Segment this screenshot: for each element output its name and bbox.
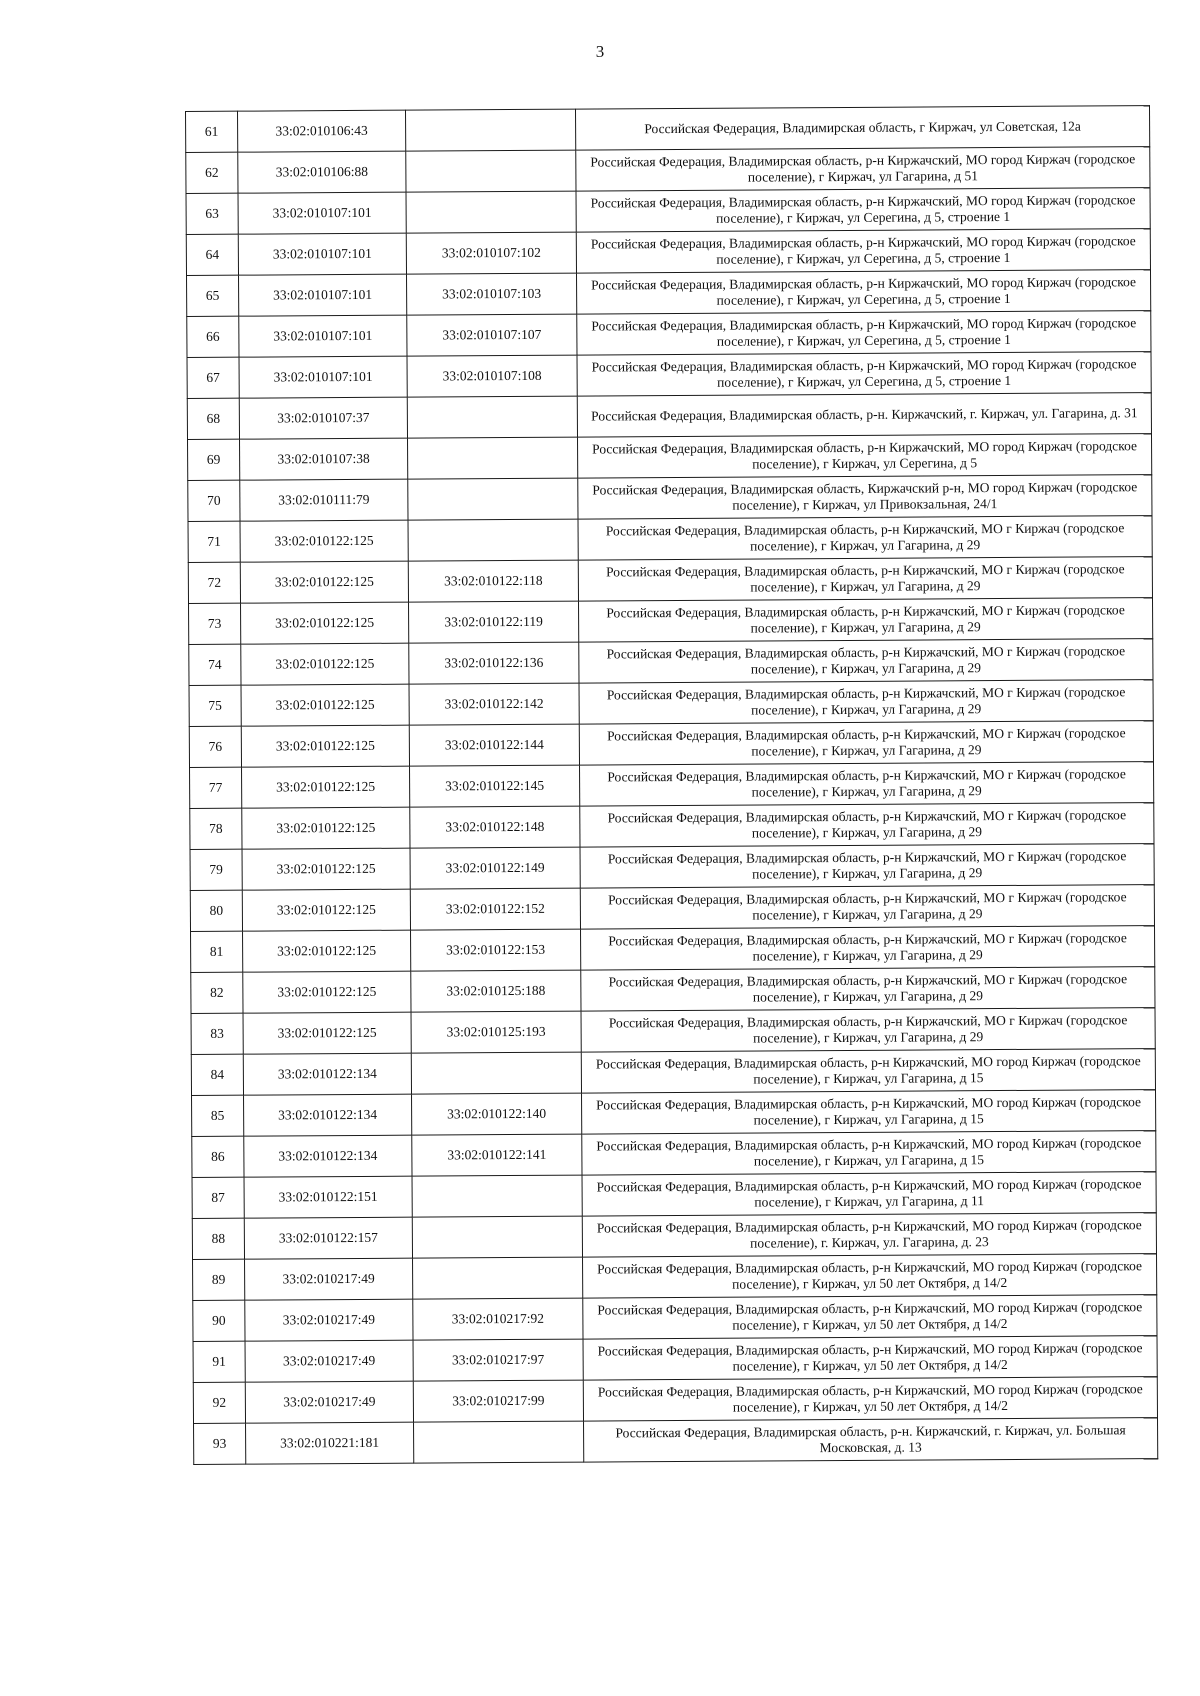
table-row: [186, 147, 1150, 194]
sub-object-number-cell: 33:02:010122:153: [411, 929, 581, 971]
address-cell: Российская Федерация, Владимирская область, р-н Киржачский, МО г Киржач (городское поселение), г Киржач, ул Гагарина, д 29: [580, 844, 1154, 889]
table-row: [190, 762, 1154, 809]
row-number-cell: 61: [186, 111, 238, 152]
address-cell: Российская Федерация, Владимирская область, р-н Киржачский, МО город Киржач (городское поселение), г Киржач, ул Серегина, д 5, строение 1: [576, 188, 1150, 233]
table-row: [189, 721, 1153, 768]
sub-object-number-cell: 33:02:010122:148: [410, 806, 580, 848]
address-cell: Российская Федерация, Владимирская область, р-н Киржачский, МО г Киржач (городское поселение), г Киржач, ул Гагарина, д 29: [579, 639, 1153, 684]
row-number-cell: 80: [190, 890, 242, 931]
cadastral-number-cell: 33:02:010122:125: [241, 725, 409, 767]
address-cell: Российская Федерация, Владимирская область, р-н Киржачский, МО г Киржач (городское поселение), г Киржач, ул Гагарина, д 29: [578, 516, 1152, 561]
sub-object-number-cell: 33:02:010122:140: [412, 1093, 582, 1135]
table-row: [190, 844, 1154, 891]
cadastral-number-cell: 33:02:010122:134: [244, 1094, 412, 1136]
cadastral-number-cell: 33:02:010122:125: [242, 848, 410, 890]
sub-object-number-cell: 33:02:010107:103: [407, 273, 577, 315]
sub-object-number-cell: [408, 478, 578, 520]
table-row: [188, 516, 1152, 563]
cadastral-number-cell: 33:02:010217:49: [245, 1299, 413, 1341]
table-row: [194, 1418, 1158, 1465]
table-row: [193, 1336, 1157, 1383]
address-cell: Российская Федерация, Владимирская область, р-н Киржачский, МО город Киржач (городское поселение), г Киржач, ул Гагарина, д 15: [582, 1131, 1156, 1176]
sub-object-number-cell: 33:02:010217:92: [413, 1298, 583, 1340]
address-cell: Российская Федерация, Владимирская область, р-н Киржачский, МО город Киржач (городское поселение), г Киржач, ул 50 лет Октября, д 14/2: [583, 1377, 1157, 1422]
cadastral-number-cell: 33:02:010107:101: [239, 274, 407, 316]
table-row: [186, 188, 1150, 235]
row-number-cell: 86: [192, 1136, 244, 1177]
cadastral-number-cell: 33:02:010122:125: [242, 766, 410, 808]
cadastral-number-cell: 33:02:010122:125: [241, 602, 409, 644]
sub-object-number-cell: 33:02:010107:108: [407, 355, 577, 397]
cadastral-number-cell: 33:02:010217:49: [245, 1340, 413, 1382]
table-row: [189, 639, 1153, 686]
row-number-cell: 81: [191, 931, 243, 972]
sub-object-number-cell: 33:02:010122:152: [410, 888, 580, 930]
sub-object-number-cell: [406, 150, 576, 192]
table-row: [191, 926, 1155, 973]
table-row: [187, 270, 1151, 317]
row-number-cell: 76: [189, 726, 241, 767]
cadastral-number-cell: 33:02:010122:125: [243, 971, 411, 1013]
table-row: [191, 1049, 1155, 1096]
address-cell: Российская Федерация, Владимирская область, р-н Киржачский, МО город Киржач (городское поселение), г Киржач, ул Серегина, д 5, строение 1: [577, 311, 1151, 356]
cadastral-number-cell: 33:02:010122:134: [244, 1135, 412, 1177]
sub-object-number-cell: 33:02:010122:145: [410, 765, 580, 807]
sub-object-number-cell: [407, 396, 577, 438]
table-row: [188, 475, 1152, 522]
row-number-cell: 62: [186, 152, 238, 193]
sub-object-number-cell: 33:02:010122:144: [409, 724, 579, 766]
table-row: [188, 434, 1152, 481]
row-number-cell: 70: [188, 480, 240, 521]
table-row: [191, 1008, 1155, 1055]
row-number-cell: 64: [186, 234, 238, 275]
table-row: [193, 1295, 1157, 1342]
cadastral-number-cell: 33:02:010122:125: [243, 930, 411, 972]
cadastral-number-cell: 33:02:010107:101: [239, 356, 407, 398]
address-cell: Российская Федерация, Владимирская область, р-н. Киржачский, г. Киржач, ул. Большая Московская, д. 13: [584, 1418, 1158, 1463]
cadastral-number-cell: 33:02:010122:125: [240, 561, 408, 603]
address-cell: Российская Федерация, Владимирская область, р-н Киржачский, МО город Киржач (городское поселение), г. Киржач, ул. Гагарина, д. 23: [582, 1213, 1156, 1258]
sub-object-number-cell: 33:02:010217:99: [413, 1380, 583, 1422]
row-number-cell: 75: [189, 685, 241, 726]
sub-object-number-cell: [412, 1175, 582, 1217]
row-number-cell: 88: [192, 1218, 244, 1259]
cadastral-number-cell: 33:02:010107:101: [238, 233, 406, 275]
cadastral-number-cell: 33:02:010111:79: [240, 479, 408, 521]
row-number-cell: 78: [190, 808, 242, 849]
sub-object-number-cell: [408, 519, 578, 561]
table-row: [186, 106, 1150, 153]
row-number-cell: 74: [189, 644, 241, 685]
cadastral-number-cell: 33:02:010221:181: [246, 1422, 414, 1464]
address-cell: Российская Федерация, Владимирская область, р-н Киржачский, МО город Киржач (городское поселение), г Киржач, ул Гагарина, д 15: [581, 1049, 1155, 1094]
sub-object-number-cell: [406, 191, 576, 233]
row-number-cell: 91: [193, 1341, 245, 1382]
table-row: [192, 1172, 1156, 1219]
table-row: [187, 352, 1151, 399]
address-cell: Российская Федерация, Владимирская область, р-н Киржачский, МО г Киржач (городское поселение), г Киржач, ул Гагарина, д 29: [580, 762, 1154, 807]
cadastral-number-cell: 33:02:010122:151: [244, 1176, 412, 1218]
table-row: [187, 311, 1151, 358]
cadastral-number-cell: 33:02:010217:49: [245, 1381, 413, 1423]
cadastral-number-cell: 33:02:010122:157: [244, 1217, 412, 1259]
cadastral-number-cell: 33:02:010122:125: [242, 889, 410, 931]
address-cell: Российская Федерация, Владимирская область, р-н Киржачский, МО г Киржач (городское поселение), г Киржач, ул Гагарина, д 29: [580, 885, 1154, 930]
row-number-cell: 69: [188, 439, 240, 480]
address-cell: Российская Федерация, Владимирская область, р-н Киржачский, МО город Киржач (городское поселение), г Киржач, ул 50 лет Октября, д 14/2: [583, 1254, 1157, 1299]
sub-object-number-cell: [411, 1052, 581, 1094]
address-cell: Российская Федерация, Владимирская область, р-н Киржачский, МО город Киржач (городское поселение), г Киржач, ул Гагарина, д 11: [582, 1172, 1156, 1217]
cadastral-table-body: [186, 106, 1158, 1465]
cadastral-number-cell: 33:02:010122:125: [243, 1012, 411, 1054]
sub-object-number-cell: [408, 437, 578, 479]
sub-object-number-cell: [414, 1421, 584, 1463]
cadastral-number-cell: 33:02:010107:101: [238, 192, 406, 234]
row-number-cell: 67: [187, 357, 239, 398]
sub-object-number-cell: 33:02:010122:142: [409, 683, 579, 725]
sub-object-number-cell: [412, 1216, 582, 1258]
address-cell: Российская Федерация, Владимирская область, р-н Киржачский, МО г Киржач (городское поселение), г Киржач, ул Гагарина, д 29: [581, 967, 1155, 1012]
cadastral-number-cell: 33:02:010122:125: [241, 643, 409, 685]
cadastral-number-cell: 33:02:010106:88: [238, 151, 406, 193]
sub-object-number-cell: 33:02:010125:188: [411, 970, 581, 1012]
row-number-cell: 71: [188, 521, 240, 562]
sub-object-number-cell: [413, 1257, 583, 1299]
table-row: [186, 229, 1150, 276]
cadastral-number-cell: 33:02:010107:101: [239, 315, 407, 357]
cadastral-number-cell: 33:02:010107:38: [240, 438, 408, 480]
cadastral-number-cell: 33:02:010122:125: [240, 520, 408, 562]
sub-object-number-cell: 33:02:010122:118: [408, 560, 578, 602]
table-row: [192, 1213, 1156, 1260]
table-row: [190, 803, 1154, 850]
address-cell: Российская Федерация, Владимирская область, р-н Киржачский, МО город Киржач (городское поселение), г Киржач, ул Гагарина, д 15: [582, 1090, 1156, 1135]
address-cell: Российская Федерация, Владимирская область, р-н Киржачский, МО г Киржач (городское поселение), г Киржач, ул Гагарина, д 29: [579, 721, 1153, 766]
row-number-cell: 89: [193, 1259, 245, 1300]
row-number-cell: 65: [187, 275, 239, 316]
cadastral-number-cell: 33:02:010107:37: [239, 397, 407, 439]
sub-object-number-cell: 33:02:010122:136: [409, 642, 579, 684]
table-row: [191, 967, 1155, 1014]
table-row: [190, 885, 1154, 932]
sub-object-number-cell: 33:02:010125:193: [411, 1011, 581, 1053]
address-cell: Российская Федерация, Владимирская область, р-н Киржачский, МО город Киржач (городское поселение), г Киржач, ул 50 лет Октября, д 14/2: [583, 1295, 1157, 1340]
table-row: [189, 680, 1153, 727]
address-cell: Российская Федерация, Владимирская область, р-н Киржачский, МО город Киржач (городское поселение), г Киржач, ул Серегина, д 5, строение 1: [576, 270, 1150, 315]
address-cell: Российская Федерация, Владимирская область, р-н Киржачский, МО г Киржач (городское поселение), г Киржач, ул Гагарина, д 29: [579, 598, 1153, 643]
row-number-cell: 92: [193, 1382, 245, 1423]
row-number-cell: 93: [194, 1423, 246, 1464]
address-cell: Российская Федерация, Владимирская область, р-н Киржачский, МО город Киржач (городское поселение), г Киржач, ул Серегина, д 5: [577, 434, 1151, 479]
sub-object-number-cell: 33:02:010122:149: [410, 847, 580, 889]
row-number-cell: 72: [188, 562, 240, 603]
row-number-cell: 84: [191, 1054, 243, 1095]
address-cell: Российская Федерация, Владимирская область, р-н. Киржачский, г. Киржач, ул. Гагарина, д. 31: [577, 393, 1151, 438]
table-row: [188, 557, 1152, 604]
sub-object-number-cell: 33:02:010107:102: [406, 232, 576, 274]
cadastral-number-cell: 33:02:010122:125: [241, 684, 409, 726]
cadastral-table: [185, 105, 1158, 1465]
address-cell: Российская Федерация, Владимирская область, р-н Киржачский, МО г Киржач (городское поселение), г Киржач, ул Гагарина, д 29: [579, 680, 1153, 725]
table-row: [192, 1090, 1156, 1137]
sub-object-number-cell: 33:02:010107:107: [407, 314, 577, 356]
address-cell: Российская Федерация, Владимирская область, р-н Киржачский, МО г Киржач (городское поселение), г Киржач, ул Гагарина, д 29: [581, 1008, 1155, 1053]
page-number: 3: [595, 42, 605, 61]
table-row: [193, 1254, 1157, 1301]
address-cell: Российская Федерация, Владимирская область, р-н Киржачский, МО г Киржач (городское поселение), г Киржач, ул Гагарина, д 29: [580, 803, 1154, 848]
table-row: [193, 1377, 1157, 1424]
address-cell: Российская Федерация, Владимирская область, р-н Киржачский, МО г Киржач (городское поселение), г Киржач, ул Гагарина, д 29: [578, 557, 1152, 602]
cadastral-number-cell: 33:02:010122:134: [243, 1053, 411, 1095]
address-cell: Российская Федерация, Владимирская область, р-н Киржачский, МО город Киржач (городское поселение), г Киржач, ул Серегина, д 5, строение 1: [576, 229, 1150, 274]
row-number-cell: 83: [191, 1013, 243, 1054]
row-number-cell: 87: [192, 1177, 244, 1218]
address-cell: Российская Федерация, Владимирская область, р-н Киржачский, МО г Киржач (городское поселение), г Киржач, ул Гагарина, д 29: [581, 926, 1155, 971]
row-number-cell: 79: [190, 849, 242, 890]
address-cell: Российская Федерация, Владимирская область, р-н Киржачский, МО город Киржач (городское поселение), г Киржач, ул Серегина, д 5, строение 1: [577, 352, 1151, 397]
table-row: [189, 598, 1153, 645]
cadastral-number-cell: 33:02:010106:43: [238, 110, 406, 152]
table-row: [192, 1131, 1156, 1178]
sub-object-number-cell: 33:02:010122:141: [412, 1134, 582, 1176]
row-number-cell: 63: [186, 193, 238, 234]
cadastral-number-cell: 33:02:010122:125: [242, 807, 410, 849]
address-cell: Российская Федерация, Владимирская область, р-н Киржачский, МО город Киржач (городское поселение), г Киржач, ул 50 лет Октября, д 14/2: [583, 1336, 1157, 1381]
cadastral-number-cell: 33:02:010217:49: [245, 1258, 413, 1300]
row-number-cell: 68: [187, 398, 239, 439]
address-cell: Российская Федерация, Владимирская область, р-н Киржачский, МО город Киржач (городское поселение), г Киржач, ул Гагарина, д 51: [576, 147, 1150, 192]
sub-object-number-cell: [405, 109, 575, 151]
address-cell: Российская Федерация, Владимирская область, Киржачский р-н, МО город Киржач (городское поселение), г Киржач, ул Привокзальная, 24/1: [578, 475, 1152, 520]
row-number-cell: 77: [190, 767, 242, 808]
table-row: [187, 393, 1151, 440]
sub-object-number-cell: 33:02:010122:119: [409, 601, 579, 643]
row-number-cell: 90: [193, 1300, 245, 1341]
row-number-cell: 85: [192, 1095, 244, 1136]
address-cell: Российская Федерация, Владимирская область, г Киржач, ул Советская, 12а: [575, 106, 1149, 151]
sub-object-number-cell: 33:02:010217:97: [413, 1339, 583, 1381]
row-number-cell: 82: [191, 972, 243, 1013]
row-number-cell: 73: [189, 603, 241, 644]
row-number-cell: 66: [187, 316, 239, 357]
